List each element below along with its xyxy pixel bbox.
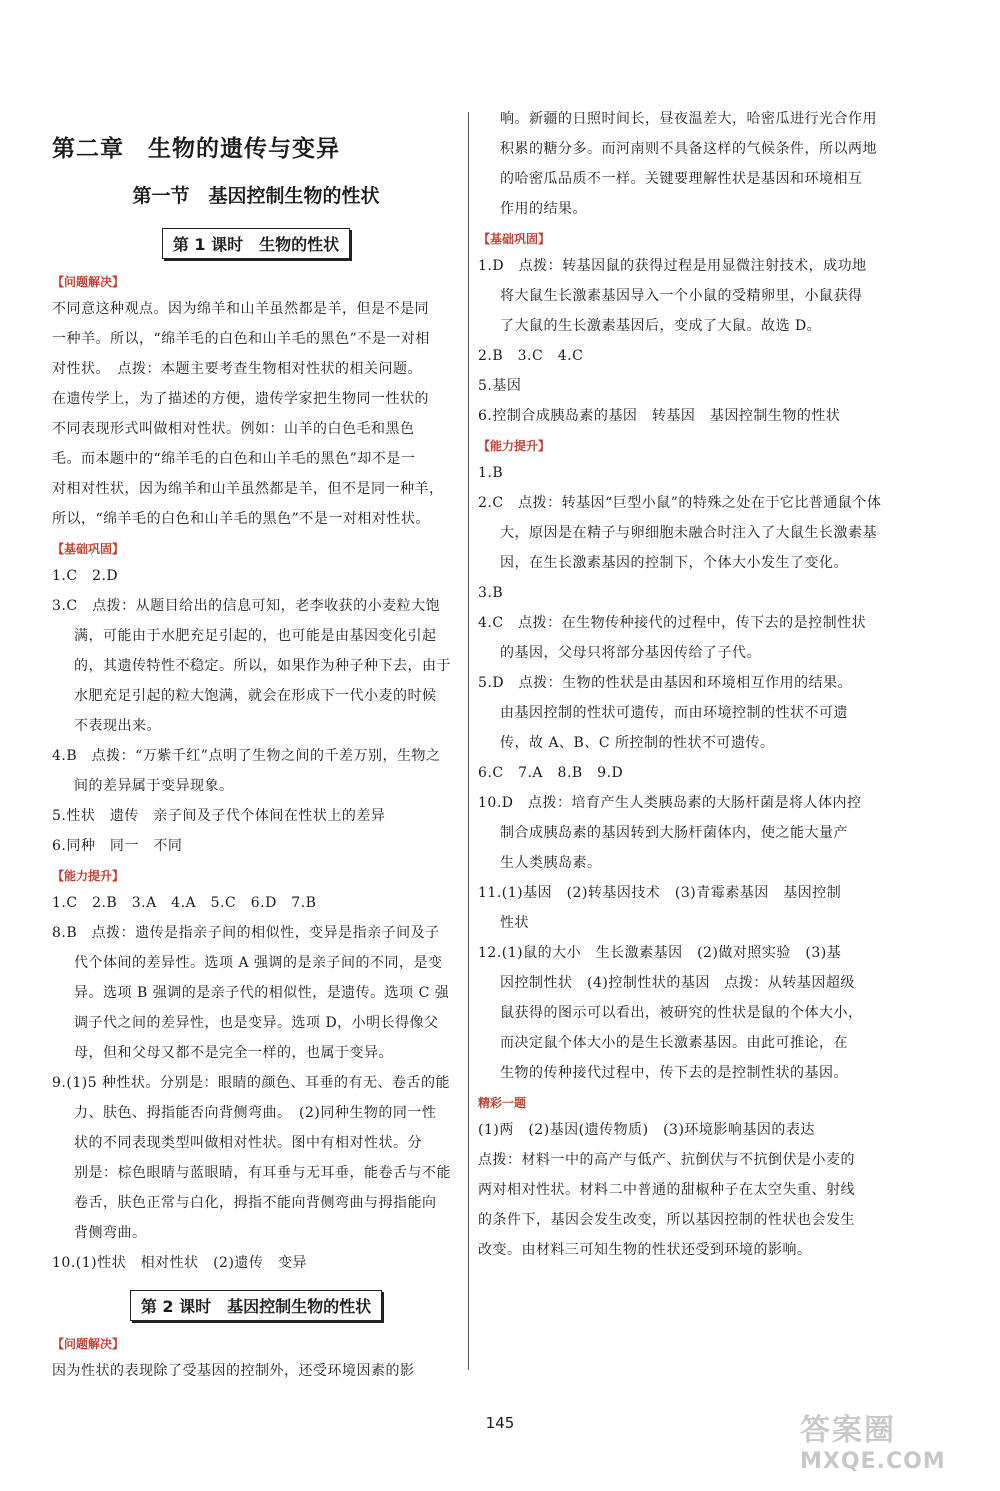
answer-line: 9.(1)5 种性状。分别是：眼睛的颜色、耳垂的有无、卷舌的能	[52, 1075, 451, 1091]
answer-line: 鼠获得的图示可以看出，被研究的性状是鼠的个体大小，	[500, 1005, 863, 1021]
tag-basic-consolidation: 【基础巩固】	[52, 542, 125, 556]
problem-solving-block	[52, 294, 460, 534]
answer-line: 水肥充足引起的粒大饱满，就会在形成下一代小麦的时候	[74, 688, 437, 704]
answer-line: 的，其遗传特性不稳定。所以，如果作为种子种下去，由于	[74, 658, 451, 674]
answer-line: 3.C 点拨：从题目给出的信息可知，老李收获的小麦粒大饱	[52, 598, 441, 614]
answer-line: 满，可能由于水肥充足引起的，也可能是由基因变化引起	[74, 628, 437, 644]
answer-line: 1.C 2.B 3.A 4.A 5.C 6.D 7.B	[52, 895, 317, 911]
answer-line: 10.(1)性状 相对性状 (2)遗传 变异	[52, 1255, 307, 1271]
text-line: 作用的结果。	[500, 201, 587, 217]
basic-answers-block	[478, 251, 896, 431]
tag-basic-consolidation: 【基础巩固】	[478, 232, 551, 246]
answer-line: 10.D 点拨：培育产生人类胰岛素的大肠杆菌是将人体内控	[478, 795, 862, 811]
text-line: 的哈密瓜品质不一样。关键要理解性状是基因和环境相互	[500, 171, 863, 187]
answer-line: 4.B 点拨：“万紫千红”点明了生物之间的千差万别，生物之	[52, 748, 441, 764]
text-line: 响。新疆的日照时间长，昼夜温差大，哈密瓜进行光合作用	[500, 111, 877, 127]
answer-line: 生物的传种接代过程中，传下去的是控制性状的基因。	[500, 1065, 848, 1081]
page-number: 145	[485, 1414, 515, 1432]
answer-line: 12.(1)鼠的大小 生长激素基因 (2)做对照实验 (3)基	[478, 945, 842, 961]
text-line: 所以，“绵羊毛的白色和山羊毛的黑色”不是一对相对性状。	[52, 511, 430, 527]
text-line: 毛。而本题中的“绵羊毛的白色和山羊毛的黑色”却不是一	[52, 451, 416, 467]
answer-line: 6.C 7.A 8.B 9.D	[478, 765, 624, 781]
answer-line: 1.D 点拨：转基因鼠的获得过程是用显微注射技术，成功地	[478, 258, 867, 274]
lesson-2-title: 第 2 课时 基因控制生物的性状	[130, 1290, 382, 1321]
problem-solving-2-block	[52, 1356, 460, 1386]
answer-line: 了大鼠的生长激素基因后，变成了大鼠。故选 D。	[500, 318, 822, 334]
text-line: 点拨：材料一中的高产与低产、抗倒伏与不抗倒伏是小麦的	[478, 1152, 855, 1168]
answer-line: 不表现出来。	[74, 718, 161, 734]
answer-line: 11.(1)基因 (2)转基因技术 (3)青霉素基因 基因控制	[478, 885, 842, 901]
text-line: 积累的糖分多。而河南则不具备这样的气候条件，所以两地	[500, 141, 877, 157]
answer-line: 生人类胰岛素。	[500, 855, 602, 871]
text-line: 在遗传学上，为了描述的方便，遗传学家把生物同一性状的	[52, 391, 429, 407]
answer-line: 力、肤色、拇指能否向背侧弯曲。 (2)同种生物的同一性	[74, 1105, 437, 1121]
answer-line: 卷舌，肤色正常与白化，拇指不能向背侧弯曲与拇指能向	[74, 1195, 437, 1211]
answer-line: 而决定鼠个体大小的是生长激素基因。由此可推论，在	[500, 1035, 848, 1051]
text-line: 一种羊。所以，“绵羊毛的白色和山羊毛的黑色”不是一对相	[52, 331, 430, 347]
answer-line: 因，在生长激素基因的控制下，个体大小发生了变化。	[500, 555, 848, 571]
answer-line: 6.同种 同一 不同	[52, 838, 183, 854]
watermark-line1: 答案圈	[800, 1413, 896, 1448]
chapter-title: 第二章 生物的遗传与变异	[52, 136, 340, 162]
answer-line: 调子代之间的差异性，也是变异。选项 D，小明长得像父	[74, 1015, 439, 1031]
answer-line: 状的不同表现类型叫做相对性状。图中有相对性状。分	[74, 1135, 422, 1151]
featured-block	[478, 1115, 896, 1265]
answer-line: 6.控制合成胰岛素的基因 转基因 基因控制生物的性状	[478, 408, 841, 424]
answer-line: 性状	[500, 915, 529, 931]
text-line: 的条件下，基因会发生改变，所以基因控制的性状也会发生	[478, 1212, 855, 1228]
answer-line: 间的差异属于变异现象。	[74, 778, 234, 794]
answer-line: 的基因，父母只将部分基因传给了子代。	[500, 645, 761, 661]
answer-line: 因控制性状 (4)控制性状的基因 点拨：从转基因超级	[500, 975, 855, 991]
text-line: 对性状。 点拨：本题主要考查生物相对性状的相关问题。	[52, 361, 422, 377]
basic-answers-block	[52, 561, 460, 861]
left-column	[52, 108, 460, 1386]
tag-ability-improvement: 【能力提升】	[478, 439, 551, 453]
answer-line: 5.D 点拨：生物的性状是由基因和环境相互作用的结果。	[478, 675, 853, 691]
tag-ability-improvement: 【能力提升】	[52, 869, 125, 883]
lesson-1-title: 第 1 课时 生物的性状	[162, 228, 350, 259]
answer-line: 将大鼠生长激素基因导入一个小鼠的受精卵里，小鼠获得	[500, 288, 863, 304]
text-line: 改变。由材料三可知生物的性状还受到环境的影响。	[478, 1242, 812, 1258]
answer-line: 5.性状 遗传 亲子间及子代个体间在性状上的差异	[52, 808, 386, 824]
text-line: 两对相对性状。材料二中普通的甜椒种子在太空失重、射线	[478, 1182, 855, 1198]
text-line: 因为性状的表现除了受基因的控制外，还受环境因素的影	[52, 1363, 415, 1379]
answer-line: 大，原因是在精子与卵细胞未融合时注入了大鼠生长激素基	[500, 525, 877, 541]
text-line: 不同意这种观点。因为绵羊和山羊虽然都是羊，但是不是同	[52, 301, 429, 317]
answer-line: 2.B 3.C 4.C	[478, 348, 584, 364]
answer-line: 母，但和父母又都不是完全一样的，也属于变异。	[74, 1045, 393, 1061]
text-line: 对相对性状，因为绵羊和山羊虽然都是羊，但不是同一种羊，	[52, 481, 444, 497]
continuation-block	[478, 104, 896, 224]
answer-line: 制合成胰岛素的基因转到大肠杆菌体内，使之能大量产	[500, 825, 848, 841]
answer-line: 背侧弯曲。	[74, 1225, 147, 1241]
tag-featured-question: 精彩一题	[478, 1096, 527, 1110]
answer-line: 传，故 A、B、C 所控制的性状不可遗传。	[500, 735, 775, 751]
text-line: (1)两 (2)基因(遗传物质) (3)环境影响基因的表达	[478, 1122, 815, 1138]
answer-line: 8.B 点拨：遗传是指亲子间的相似性，变异是指亲子间及子	[52, 925, 440, 941]
tag-problem-solving: 【问题解决】	[52, 275, 125, 289]
answer-line: 2.C 点拨：转基因“巨型小鼠”的特殊之处在于它比普通鼠个体	[478, 495, 882, 511]
watermark-logo	[800, 1405, 990, 1485]
section-title: 第一节 基因控制生物的性状	[132, 185, 380, 207]
tag-problem-solving-2: 【问题解决】	[52, 1337, 125, 1351]
answer-line: 1.C 2.D	[52, 568, 119, 584]
answer-line: 1.B	[478, 465, 504, 481]
answer-line: 5.基因	[478, 378, 522, 394]
answer-line: 别是：棕色眼睛与蓝眼睛，有耳垂与无耳垂，能卷舌与不能	[74, 1165, 451, 1181]
answer-line: 4.C 点拨：在生物传种接代的过程中，传下去的是控制性状	[478, 615, 867, 631]
answer-line: 由基因控制的性状可遗传，而由环境控制的性状不可遗	[500, 705, 848, 721]
right-column	[478, 104, 896, 1265]
ability-answers-block	[52, 888, 460, 1278]
ability-answers-block	[478, 458, 896, 1088]
column-divider	[468, 112, 469, 1370]
watermark-line2: MXQE.COM	[800, 1449, 946, 1474]
answer-line: 异。选项 B 强调的是亲子代的相似性，是遗传。选项 C 强	[74, 985, 450, 1001]
text-line: 不同表现形式叫做相对性状。例如：山羊的白色毛和黑色	[52, 421, 415, 437]
answer-line: 代个体间的差异性。选项 A 强调的是亲子间的不同，是变	[74, 955, 443, 971]
answer-line: 3.B	[478, 585, 504, 601]
